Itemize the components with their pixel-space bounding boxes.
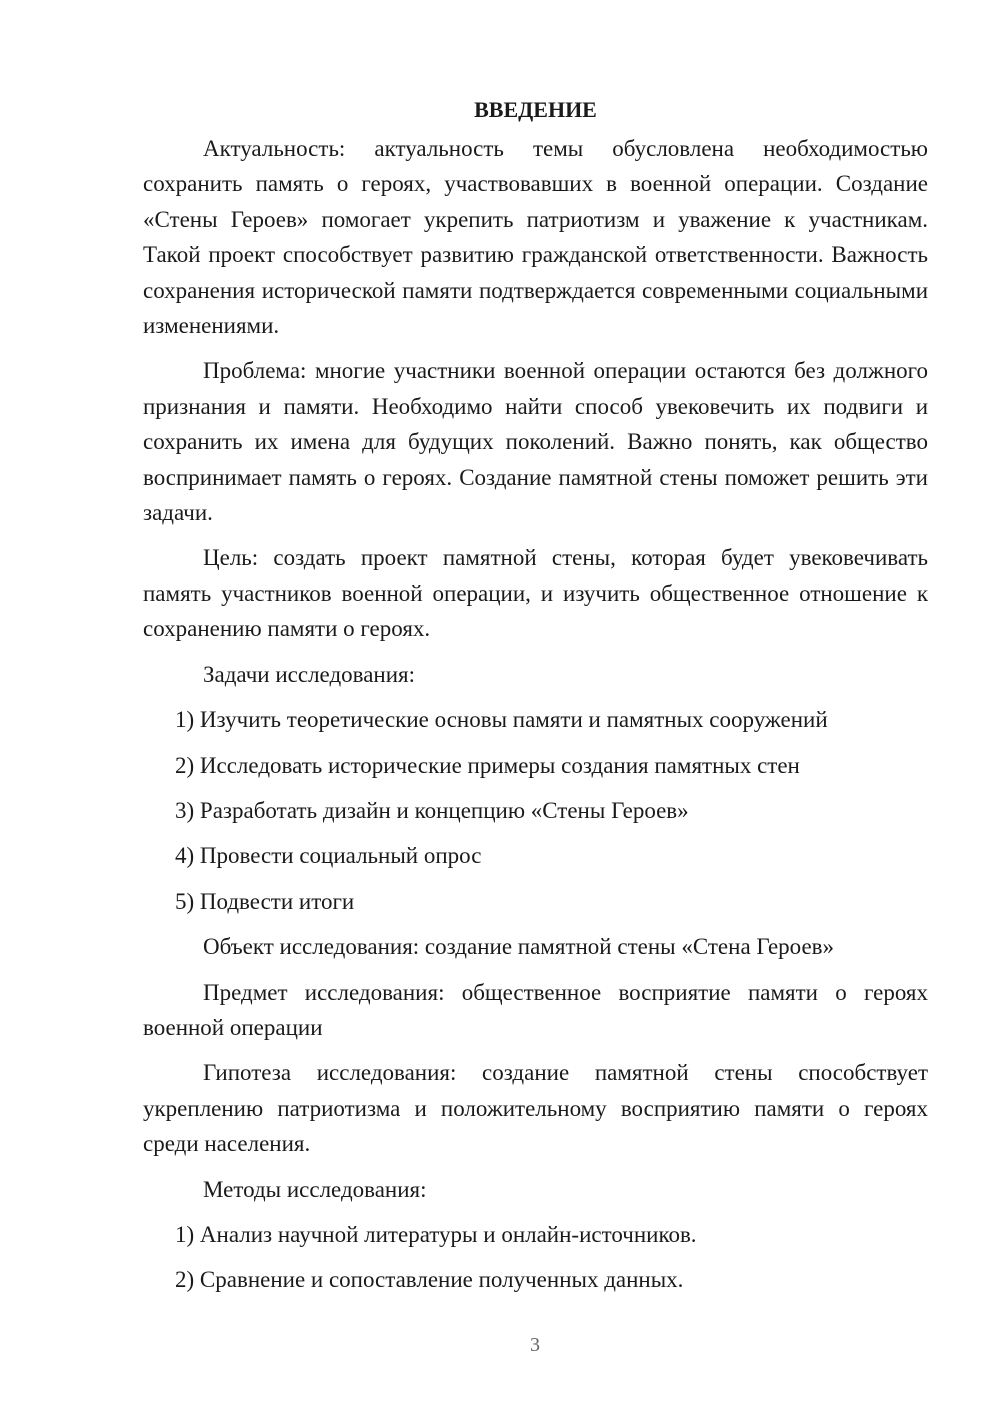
section-title: ВВЕДЕНИЕ	[474, 97, 597, 122]
method-item: 2) Сравнение и сопоставление полученных данных.	[175, 1267, 684, 1293]
method-item: 1) Анализ научной литературы и онлайн-источников.	[175, 1221, 697, 1247]
methods-list	[143, 1217, 928, 1298]
tasks-heading: Задачи исследования:	[203, 661, 416, 687]
tasks-list	[143, 702, 928, 919]
relevance-paragraph: Актуальность: актуальность темы обусловлена необходимостью сохранить память о героях, участвовавших в военной операции. Создание «Стены Героев» помогает укрепить патриотизм и уважение к участникам. Такой проект способствует развитию гражданской ответственности. Важность сохранения исторической памяти подтверждается современными социальными изменениями.	[143, 136, 928, 339]
task-item: 1) Изучить теоретические основы памяти и памятных сооружений	[175, 707, 828, 733]
object-paragraph: Объект исследования: создание памятной стены «Стена Героев»	[203, 934, 835, 960]
methods-heading: Методы исследования:	[203, 1176, 427, 1202]
task-item: 5) Подвести итоги	[175, 888, 355, 914]
task-item: 2) Исследовать исторические примеры создания памятных стен	[175, 752, 800, 778]
subject-paragraph: Предмет исследования: общественное восприятие памяти о героях военной операции	[143, 979, 928, 1040]
problem-paragraph: Проблема: многие участники военной операции остаются без должного признания и памяти. Необходимо найти способ увековечить их подвиги и сохранить их имена для будущих поколений. Важно понять, как общество воспринимает память о героях. Создание памятной стены поможет решить эти задачи.	[143, 358, 928, 526]
hypothesis-paragraph: Гипотеза исследования: создание памятной стены способствует укреплению патриотизма и положительному восприятию памяти о героях среди населения.	[143, 1060, 928, 1157]
goal-paragraph: Цель: создать проект памятной стены, которая будет увековечивать память участников военной операции, и изучить общественное отношение к сохранению памяти о героях.	[143, 545, 928, 642]
task-item: 3) Разработать дизайн и концепцию «Стены Героев»	[175, 797, 689, 823]
page-number: 3	[530, 1334, 540, 1356]
document-body	[143, 95, 928, 1308]
task-item: 4) Провести социальный опрос	[175, 843, 482, 869]
